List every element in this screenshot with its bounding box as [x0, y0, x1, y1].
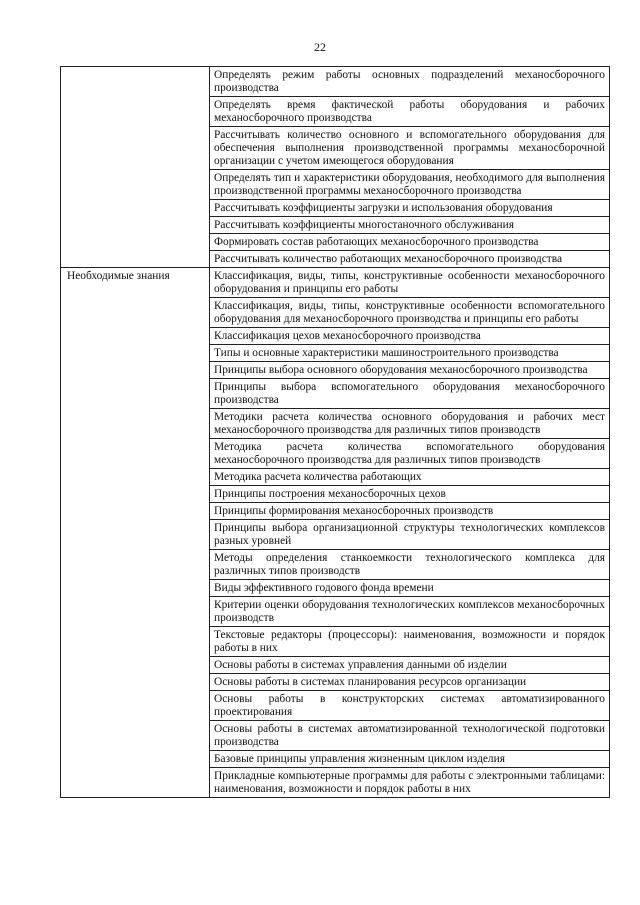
list-item: Рассчитывать количество основного и вспомогательного оборудования для обеспечения выполнения производственной программы механосборочной организации с учетом имеющегося оборудования — [210, 127, 609, 170]
list-item: Типы и основные характеристики машиностроительного производства — [210, 345, 609, 362]
list-item: Классификация, виды, типы, конструктивные особенности механосборочного оборудования и принципы его работы — [210, 268, 609, 298]
list-item: Методика расчета количества работающих — [210, 469, 609, 486]
list-item: Принципы построения механосборочных цехов — [210, 486, 609, 503]
list-item: Классификация цехов механосборочного производства — [210, 328, 609, 345]
competency-table — [60, 66, 610, 798]
row-label-empty — [61, 67, 210, 268]
list-item: Рассчитывать коэффициенты загрузки и использования оборудования — [210, 200, 609, 217]
table-row-skills — [61, 67, 610, 268]
list-item: Основы работы в конструкторских системах автоматизированного проектирования — [210, 691, 609, 721]
skills-cell — [210, 67, 610, 268]
list-item: Критерии оценки оборудования технологических комплексов механосборочных производств — [210, 597, 609, 627]
list-item: Определять время фактической работы оборудования и рабочих механосборочного производства — [210, 97, 609, 127]
list-item: Методика расчета количества вспомогательного оборудования механосборочного производства для различных типов производств — [210, 439, 609, 469]
row-label-knowledge: Необходимые знания — [61, 268, 210, 798]
list-item: Определять режим работы основных подразделений механосборочного производства — [210, 67, 609, 97]
knowledge-cell — [210, 268, 610, 798]
list-item: Базовые принципы управления жизненным циклом изделия — [210, 751, 609, 768]
list-item: Методики расчета количества основного оборудования и рабочих мест механосборочного производства для различных типов производств — [210, 409, 609, 439]
list-item: Принципы выбора организационной структуры технологических комплексов разных уровней — [210, 520, 609, 550]
list-item: Прикладные компьютерные программы для работы с электронными таблицами: наименования, возможности и порядок работы в них — [214, 770, 605, 795]
list-item: Виды эффективного годового фонда времени — [210, 580, 609, 597]
list-item: Принципы выбора вспомогательного оборудования механосборочного производства — [210, 379, 609, 409]
list-item: Основы работы в системах автоматизированной технологической подготовки производства — [210, 721, 609, 751]
list-item: Классификация, виды, типы, конструктивные особенности вспомогательного оборудования для механосборочного производства и принципы его работы — [210, 298, 609, 328]
list-item: Формировать состав работающих механосборочного производства — [210, 234, 609, 251]
table-row-knowledge — [61, 268, 610, 798]
list-item: Принципы формирования механосборочных производств — [210, 503, 609, 520]
list-item: Рассчитывать коэффициенты многостаночного обслуживания — [210, 217, 609, 234]
list-item: Основы работы в системах планирования ресурсов организации — [210, 674, 609, 691]
list-item: Рассчитывать количество работающих механосборочного производства — [214, 253, 563, 265]
page-number: 22 — [314, 40, 326, 54]
list-item: Принципы выбора основного оборудования механосборочного производства — [210, 362, 609, 379]
list-item: Основы работы в системах управления данными об изделии — [210, 657, 609, 674]
list-item: Текстовые редакторы (процессоры): наименования, возможности и порядок работы в них — [210, 627, 609, 657]
list-item: Определять тип и характеристики оборудования, необходимого для выполнения производственной программы механосборочного производства — [210, 170, 609, 200]
list-item: Методы определения станкоемкости технологического комплекса для различных типов производств — [210, 550, 609, 580]
